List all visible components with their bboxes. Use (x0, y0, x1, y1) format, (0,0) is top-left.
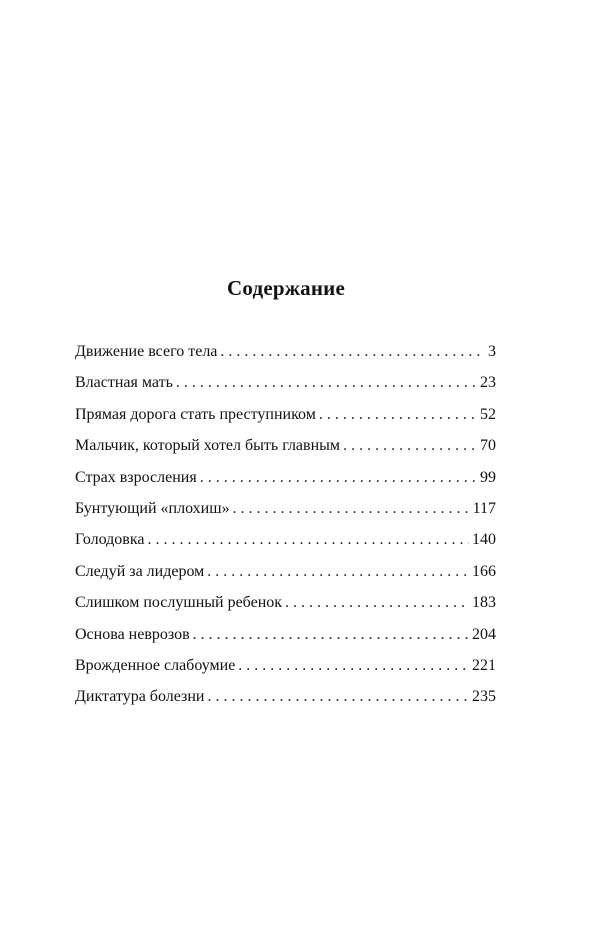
toc-entry (75, 619, 496, 650)
toc-entry-title: Властная мать (75, 374, 173, 392)
dot-leader (343, 430, 477, 461)
toc-entry-page: 183 (472, 594, 496, 612)
toc-entry (75, 556, 496, 587)
toc-entry-title: Слишком послушный ребенок (75, 594, 283, 612)
toc-entry-title: Диктатура болезни (75, 688, 205, 706)
toc-entry-page: 52 (480, 405, 496, 423)
toc-entry-title: Движение всего тела (75, 343, 218, 360)
dot-leader (176, 367, 477, 398)
toc-entry-page: 221 (472, 656, 496, 674)
toc-entry-title: Прямая дорога стать преступником (75, 405, 316, 423)
toc-entry (75, 399, 496, 430)
dot-leader (233, 493, 470, 524)
dot-leader (207, 681, 469, 712)
toc-entry-title: Бунтующий «плохиш» (75, 499, 230, 517)
toc-entry-page: 166 (472, 562, 496, 580)
dot-leader (193, 619, 469, 650)
toc-entry-title: Страх взросления (75, 468, 197, 486)
toc-entry (75, 650, 496, 681)
toc-entry-page: 140 (472, 531, 496, 549)
toc-entry (75, 681, 496, 712)
dot-leader (207, 556, 469, 587)
toc-entry-title: Голодовка (75, 531, 145, 549)
toc-entry (75, 587, 496, 618)
toc-entry-title: Мальчик, который хотел быть главным (75, 437, 341, 455)
table-of-contents (75, 336, 496, 713)
dot-leader (319, 399, 477, 430)
dot-leader (147, 524, 469, 555)
toc-entry-page: 99 (480, 468, 496, 486)
contents-heading: Содержание (227, 276, 345, 300)
dot-leader (238, 650, 469, 681)
toc-entry (75, 524, 496, 555)
toc-entry (75, 493, 496, 524)
toc-entry (75, 367, 496, 398)
toc-entry-page: 117 (472, 499, 496, 517)
toc-entry-page: 3 (488, 343, 496, 360)
toc-entry-page: 23 (480, 374, 496, 392)
toc-entry-title: Основа неврозов (75, 625, 190, 643)
toc-entry-title: Врожденное слабоумие (75, 656, 236, 674)
toc-entry-page: 70 (480, 437, 496, 455)
dot-leader (220, 336, 485, 367)
toc-entry-title: Следуй за лидером (75, 562, 205, 580)
toc-entry (75, 462, 496, 493)
toc-entry-page: 235 (472, 688, 496, 706)
toc-entry (75, 336, 496, 367)
toc-entry (75, 430, 496, 461)
dot-leader (200, 462, 477, 493)
toc-entry-page: 204 (472, 625, 496, 643)
dot-leader (285, 587, 469, 618)
